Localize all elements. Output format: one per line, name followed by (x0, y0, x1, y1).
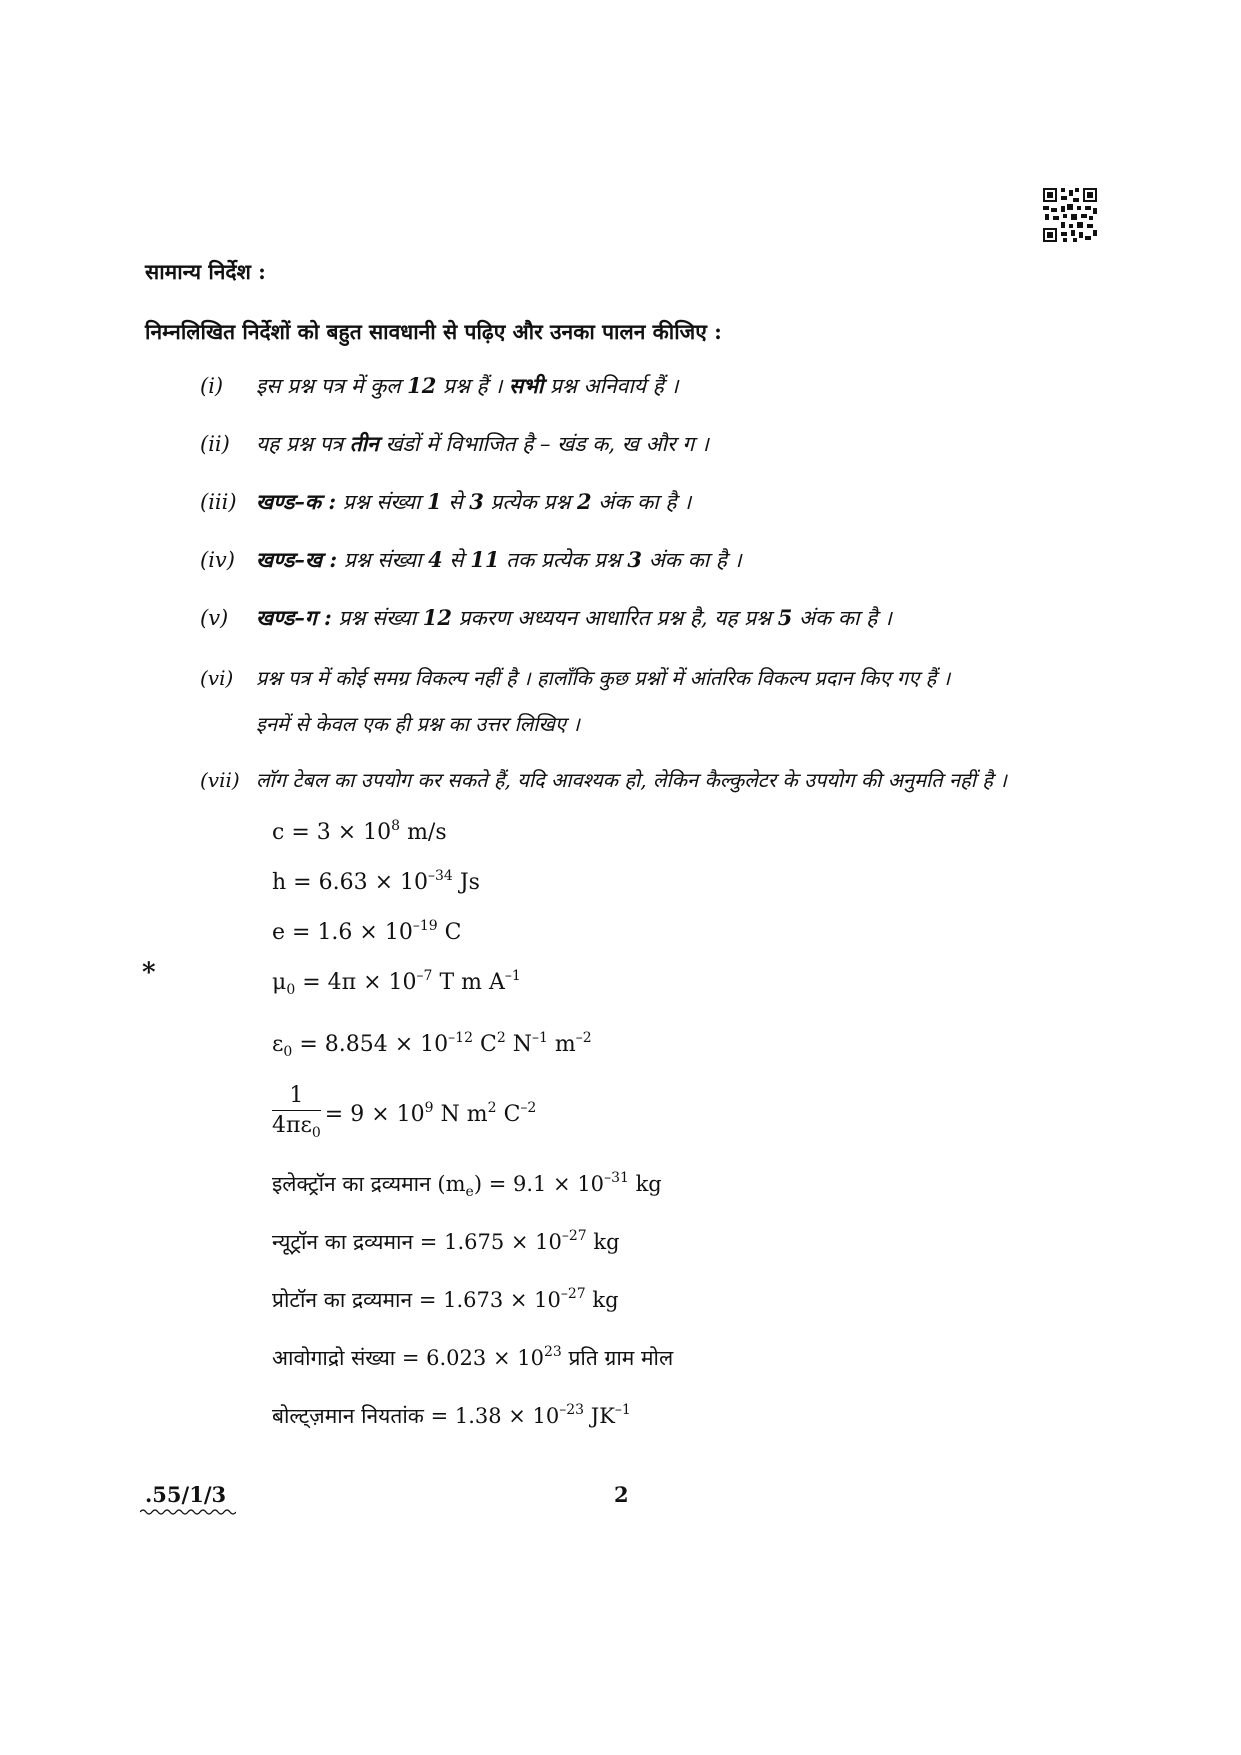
instruction-number: (i) (200, 374, 224, 398)
instruction-number: (iv) (200, 548, 235, 572)
instruction-number: (iii) (200, 490, 237, 514)
instruction-item: (vii) लॉग टेबल का उपयोग कर सकते हैं, यदि आवश्यक हो, लेकिन कैल्कुलेटर के उपयोग की अनुमति नहीं है । (200, 768, 1007, 792)
wavy-underline (140, 1508, 236, 1516)
paper-code: .55/1/3 (145, 1482, 227, 1507)
general-instructions-heading: सामान्य निर्देश : (145, 259, 266, 284)
fraction: $\frac{1}{4\pi\varepsilon_0}$ (272, 1083, 321, 1141)
constant-electron-mass: इलेक्ट्रॉन का द्रव्यमान $(m_e) = 9.1 \times 10^{-31}$ kg (272, 1170, 662, 1200)
constant-coulomb: $\frac{1}{4\pi\varepsilon_0}$ = $9 \times 10^9$ N $m^2$ $C^{-2}$ (272, 1082, 536, 1148)
instruction-item: (iv) खण्ड–ख : प्रश्न संख्या 4 से 11 तक प्रत्येक प्रश्न 3 अंक का है । (200, 547, 742, 572)
margin-asterisk: * (142, 958, 156, 988)
instruction-item: (ii) यह प्रश्न पत्र तीन खंडों में विभाजित है – खंड क, ख और ग । (200, 431, 709, 456)
constant-permittivity: $\varepsilon_0 = 8.854 \times 10^{-12}$ $C^2$ $N^{-1}$ $m^{-2}$ (272, 1030, 592, 1060)
instruction-continuation: इनमें से केवल एक ही प्रश्न का उत्तर लिखिए । (256, 712, 580, 736)
instruction-number: (v) (200, 606, 229, 630)
constant-proton-mass: प्रोटॉन का द्रव्यमान = $1.673 \times 10^{-27}$ kg (272, 1286, 619, 1312)
constant-permeability: $\mu_0 = 4\pi \times 10^{-7}$ T m $A^{-1}$ (272, 968, 521, 998)
instruction-item: (v) खण्ड–ग : प्रश्न संख्या 12 प्रकरण अध्ययन आधारित प्रश्न है, यह प्रश्न 5 अंक का है । (200, 605, 892, 630)
instruction-item: (i) इस प्रश्न पत्र में कुल 12 प्रश्न हैं । सभी प्रश्न अनिवार्य हैं । (200, 373, 679, 398)
instruction-number: (ii) (200, 432, 230, 456)
instruction-number: (vii) (200, 768, 240, 792)
constant-neutron-mass: न्यूट्रॉन का द्रव्यमान = $1.675 \times 10^{-27}$ kg (272, 1228, 620, 1254)
constant-avogadro: आवोगाद्रो संख्या = $6.023 \times 10^{23}$ प्रति ग्राम मोल (272, 1344, 674, 1370)
qr-code-icon (1043, 188, 1097, 242)
instruction-item: (iii) खण्ड–क : प्रश्न संख्या 1 से 3 प्रत्येक प्रश्न 2 अंक का है । (200, 489, 692, 514)
constant-speed-of-light: $c = 3 \times 10^8$ m/s (272, 818, 447, 845)
instruction-item: (vi) प्रश्न पत्र में कोई समग्र विकल्प नहीं है । हालाँकि कुछ प्रश्नों में आंतरिक विकल्प प्रदान किए गए हैं । (200, 666, 951, 690)
instruction-lead: निम्नलिखित निर्देशों को बहुत सावधानी से पढ़िए और उनका पालन कीजिए : (145, 319, 722, 344)
constant-planck: $h = 6.63 \times 10^{-34}$ Js (272, 868, 480, 895)
page-number: 2 (614, 1482, 629, 1507)
constant-boltzmann: बोल्ट्ज़मान नियतांक = $1.38 \times 10^{-23}$ $JK^{-1}$ (272, 1402, 631, 1428)
instruction-number: (vi) (200, 666, 234, 690)
constant-electron-charge: $e = 1.6 \times 10^{-19}$ C (272, 918, 462, 945)
